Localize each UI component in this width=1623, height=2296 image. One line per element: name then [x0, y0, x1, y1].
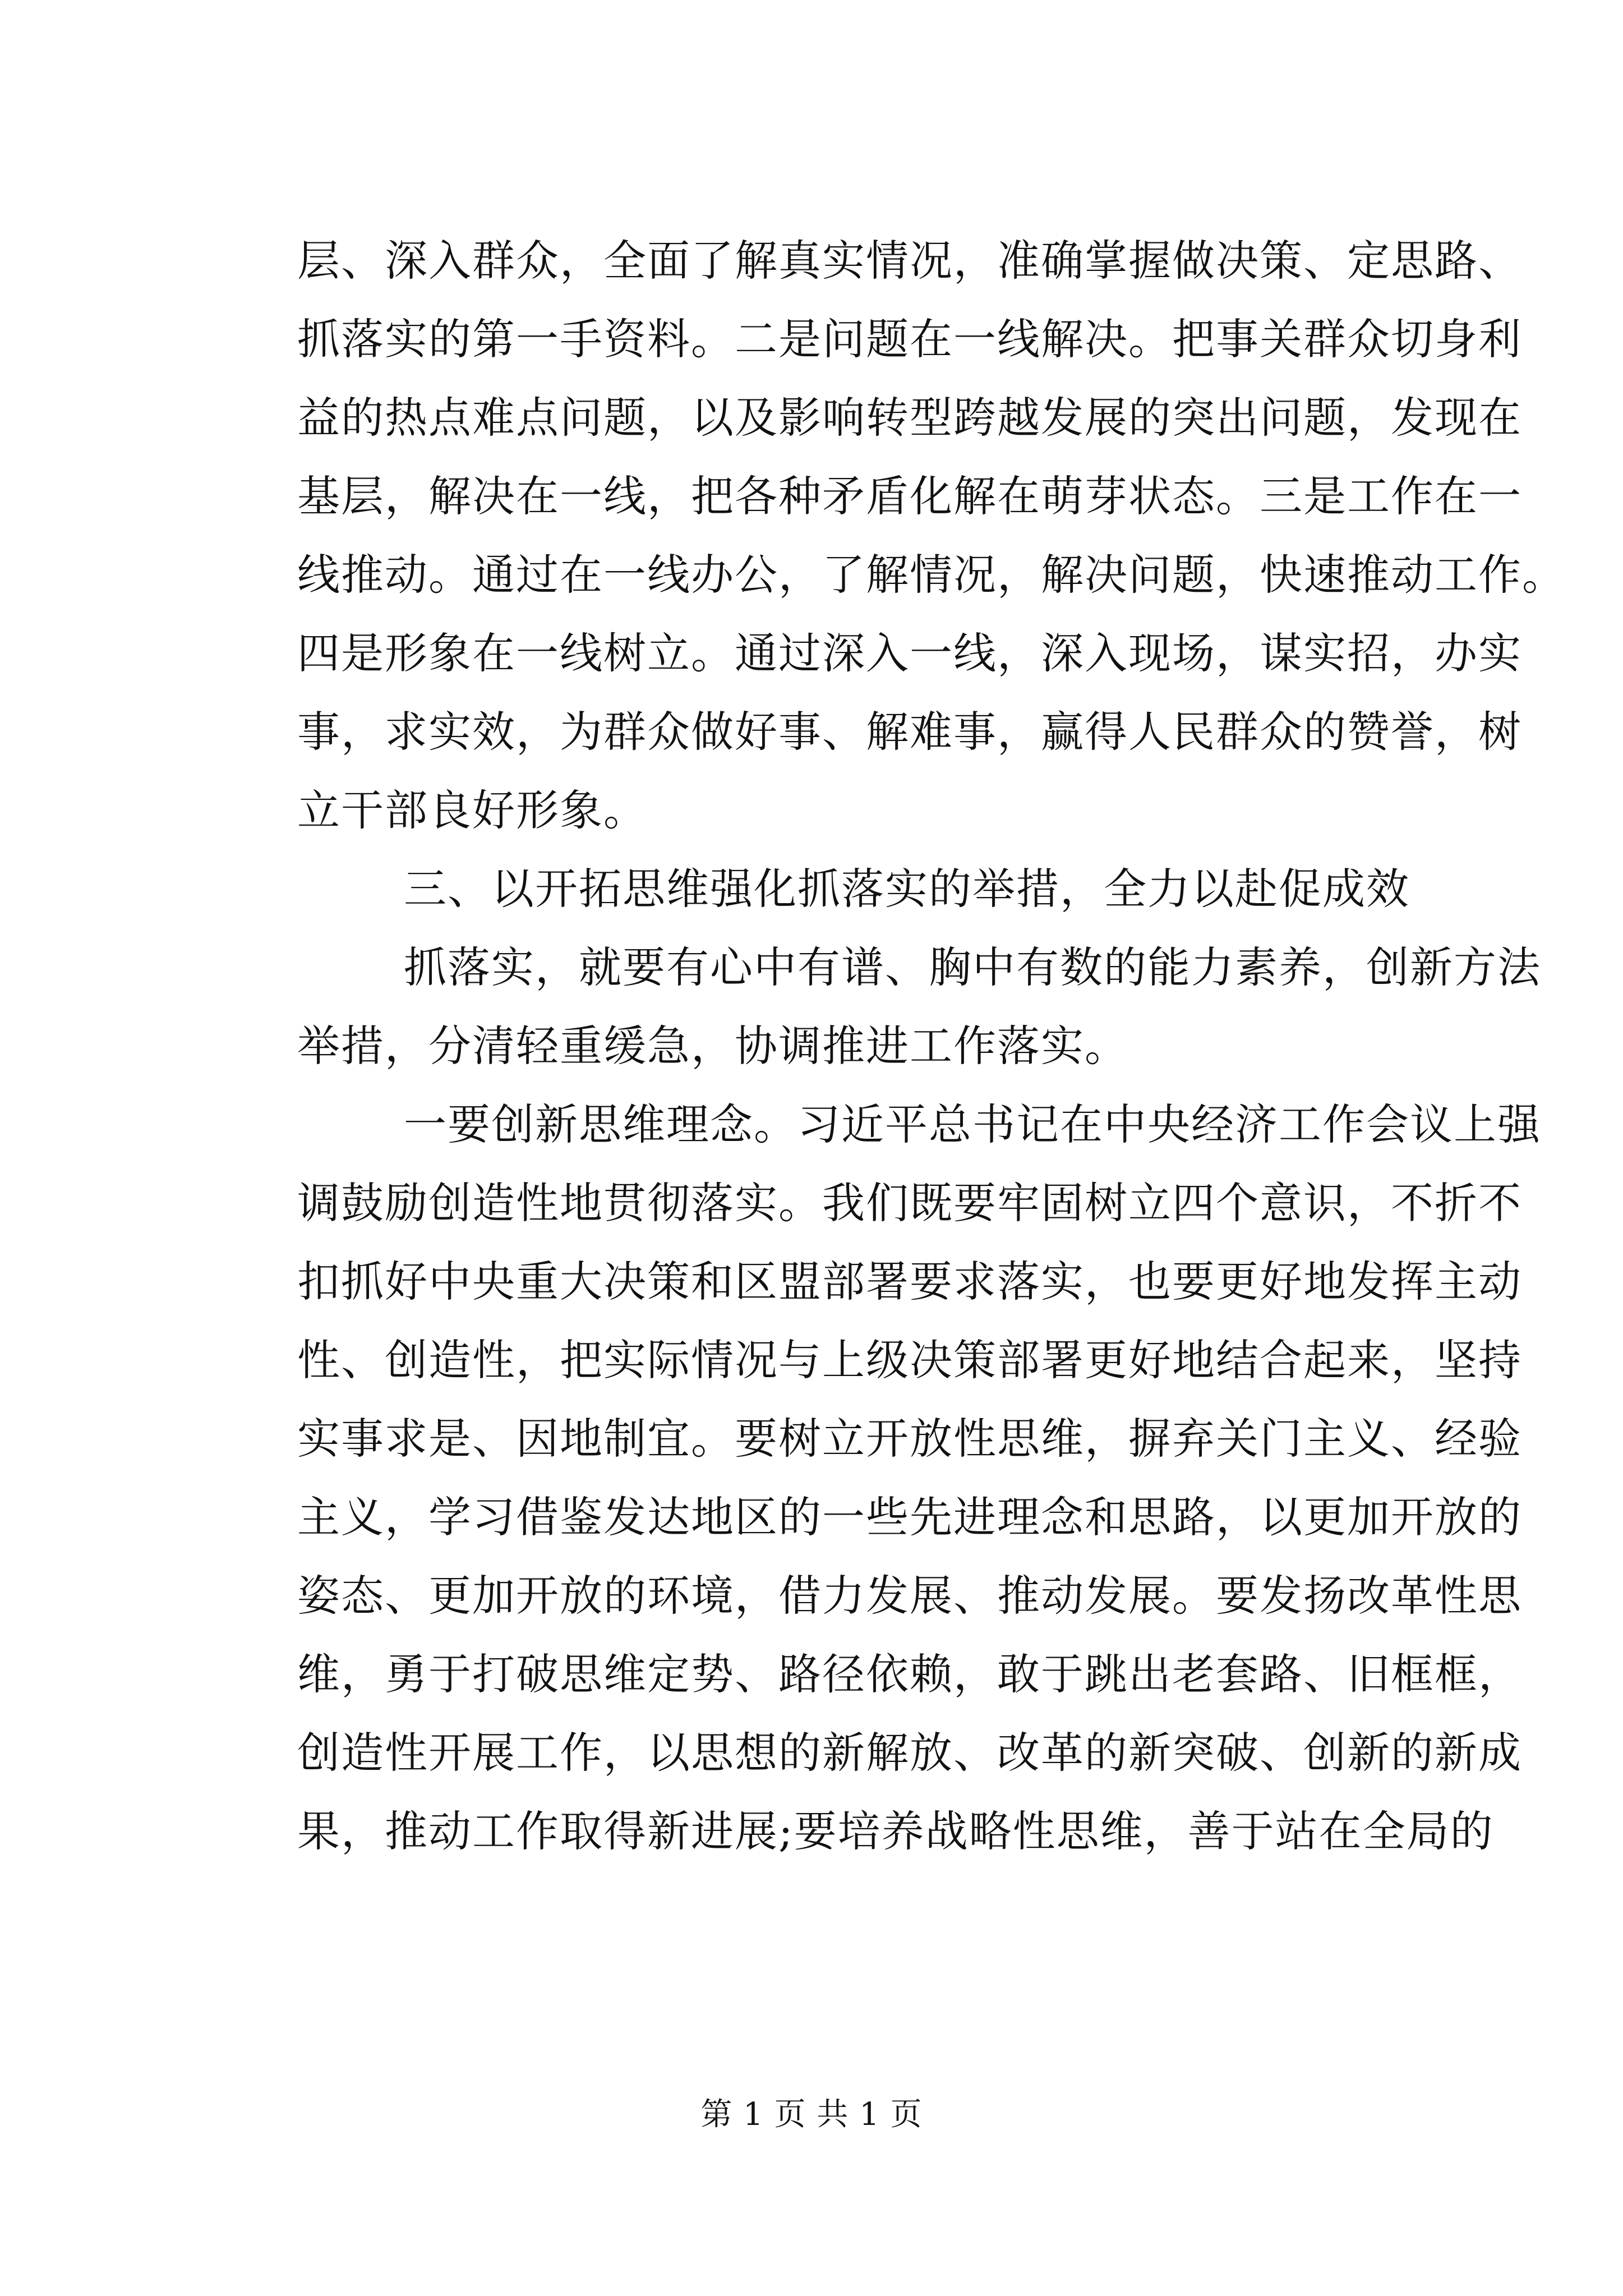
text-line: 线推动。通过在一线办公，了解情况，解决问题，快速推动工作。	[297, 550, 1566, 600]
text-line: 创造性开展工作，以思想的新解放、改革的新突破、创新的新成	[297, 1728, 1522, 1778]
text-line: 性、创造性，把实际情况与上级决策部署更好地结合起来，坚持	[297, 1335, 1522, 1385]
text-line: 益的热点难点问题，以及影响转型跨越发展的突出问题，发现在	[297, 393, 1522, 443]
text-line: 四是形象在一线树立。通过深入一线，深入现场，谋实招，办实	[297, 628, 1522, 678]
text-line: 实事求是、因地制宜。要树立开放性思维，摒弃关门主义、经验	[297, 1414, 1522, 1464]
text-line: 一要创新思维理念。习近平总书记在中央经济工作会议上强	[404, 1099, 1541, 1149]
text-line: 调鼓励创造性地贯彻落实。我们既要牢固树立四个意识，不折不	[297, 1178, 1522, 1228]
text-line: 立干部良好形象。	[297, 785, 647, 835]
text-line: 抓落实，就要有心中有谱、胸中有数的能力素养，创新方法	[404, 942, 1541, 992]
text-line: 姿态、更加开放的环境，借力发展、推动发展。要发扬改革性思	[297, 1571, 1522, 1621]
section-heading: 三、以开拓思维强化抓落实的举措，全力以赴促成效	[404, 864, 1410, 914]
text-line: 抓落实的第一手资料。二是问题在一线解决。把事关群众切身利	[297, 314, 1522, 364]
text-line: 维，勇于打破思维定势、路径依赖，敢于跳出老套路、旧框框，	[297, 1649, 1522, 1699]
text-line: 层、深入群众，全面了解真实情况，准确掌握做决策、定思路、	[297, 236, 1522, 286]
text-line: 扣抓好中央重大决策和区盟部署要求落实，也要更好地发挥主动	[297, 1257, 1522, 1306]
text-line: 举措，分清轻重缓急，协调推进工作落实。	[297, 1021, 1128, 1071]
page-number: 第 1 页 共 1 页	[700, 2096, 923, 2133]
text-line: 事，求实效，为群众做好事、解难事，赢得人民群众的赞誉，树	[297, 707, 1522, 757]
text-line: 主义，学习借鉴发达地区的一些先进理念和思路，以更加开放的	[297, 1492, 1522, 1542]
text-line: 基层，解决在一线，把各种矛盾化解在萌芽状态。三是工作在一	[297, 471, 1522, 521]
text-line: 果，推动工作取得新进展;要培养战略性思维，善于站在全局的	[297, 1806, 1494, 1856]
